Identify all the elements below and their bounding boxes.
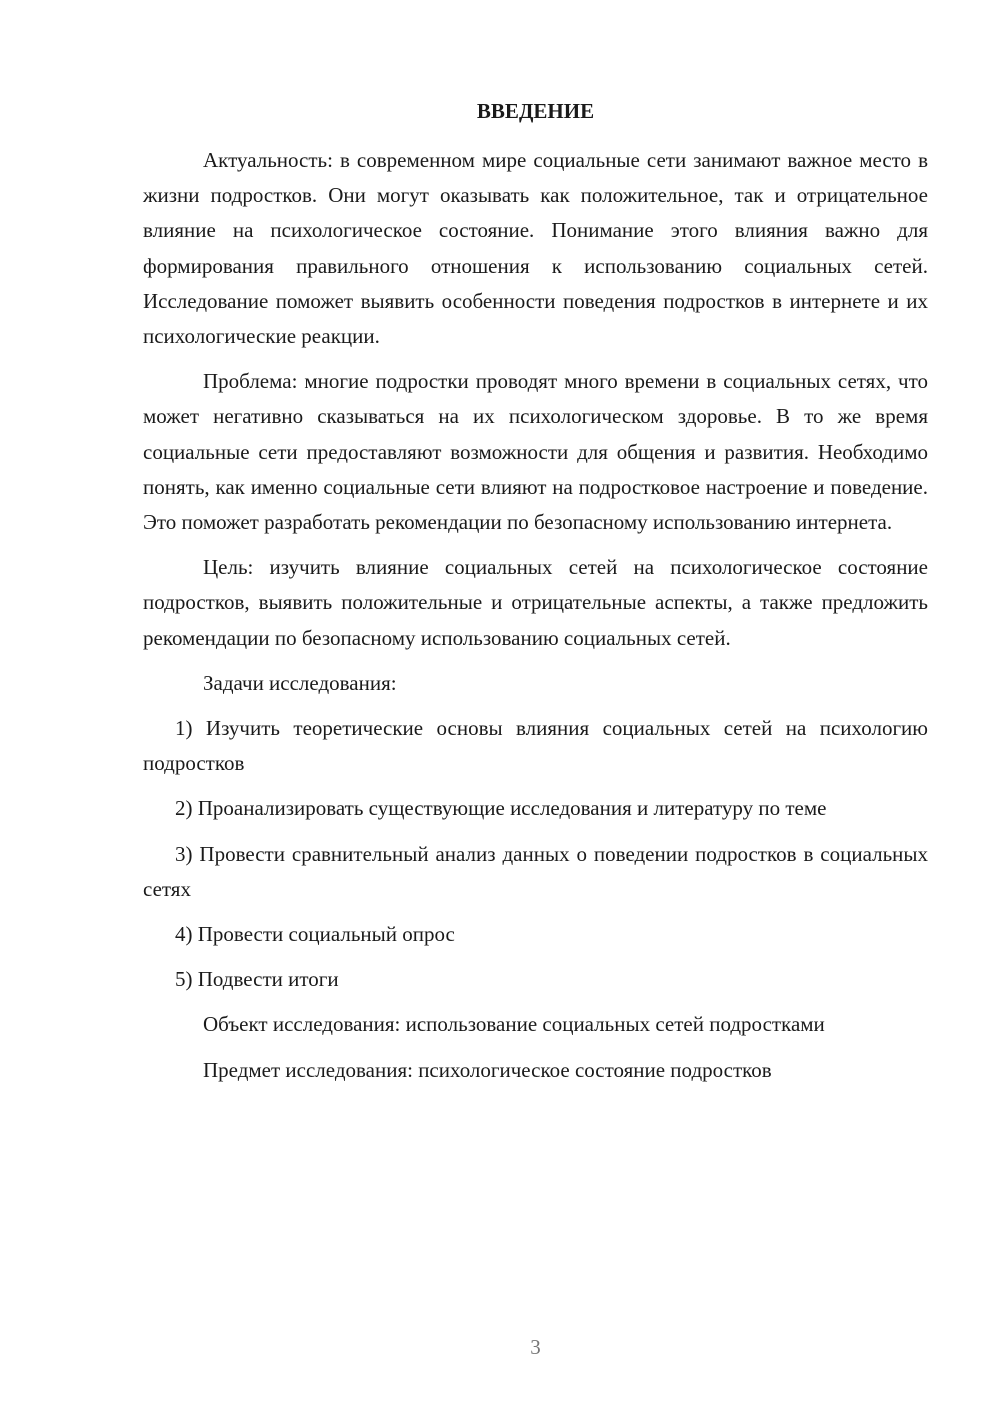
problem-paragraph: Проблема: многие подростки проводят много времени в социальных сетях, что может негативно сказываться на их психологическом здоровье. В то же время социальные сети предоставляют возможности для общения и развития. Необходимо понять, как именно социальные сети влияют на подростковое настроение и поведение. Это поможет разработать рекомендации по безопасному использованию интернета.	[143, 369, 928, 535]
task-item-3: 3) Провести сравнительный анализ данных о поведении подростков в социальных сетях	[143, 841, 928, 901]
document-body	[143, 143, 928, 1098]
subject-paragraph: Предмет исследования: психологическое состояние подростков	[203, 1057, 772, 1082]
page-title: ВВЕДЕНИЕ	[476, 99, 595, 123]
task-item-4: 4) Провести социальный опрос	[175, 922, 455, 947]
tasks-heading: Задачи исследования:	[203, 670, 397, 695]
task-item-2: 2) Проанализировать существующие исследования и литературу по теме	[175, 796, 827, 821]
goal-paragraph: Цель: изучить влияние социальных сетей на психологическое состояние подростков, выявить положительные и отрицательные аспекты, а также предложить рекомендации по безопасному использованию социальных сетей.	[143, 555, 928, 650]
object-paragraph: Объект исследования: использование социальных сетей подростками	[203, 1012, 825, 1037]
relevance-paragraph: Актуальность: в современном мире социальные сети занимают важное место в жизни подростков. Они могут оказывать как положительное, так и отрицательное влияние на психологическое состояние. Понимание этого влияния важно для формирования правильного отношения к использованию социальных сетей. Исследование поможет выявить особенности поведения подростков в интернете и их психологические реакции.	[143, 148, 928, 349]
page-number: 3	[530, 1335, 541, 1359]
task-item-5: 5) Подвести итоги	[175, 967, 339, 992]
task-item-1: 1) Изучить теоретические основы влияния социальных сетей на психологию подростков	[143, 716, 928, 776]
tasks-list	[143, 711, 928, 997]
